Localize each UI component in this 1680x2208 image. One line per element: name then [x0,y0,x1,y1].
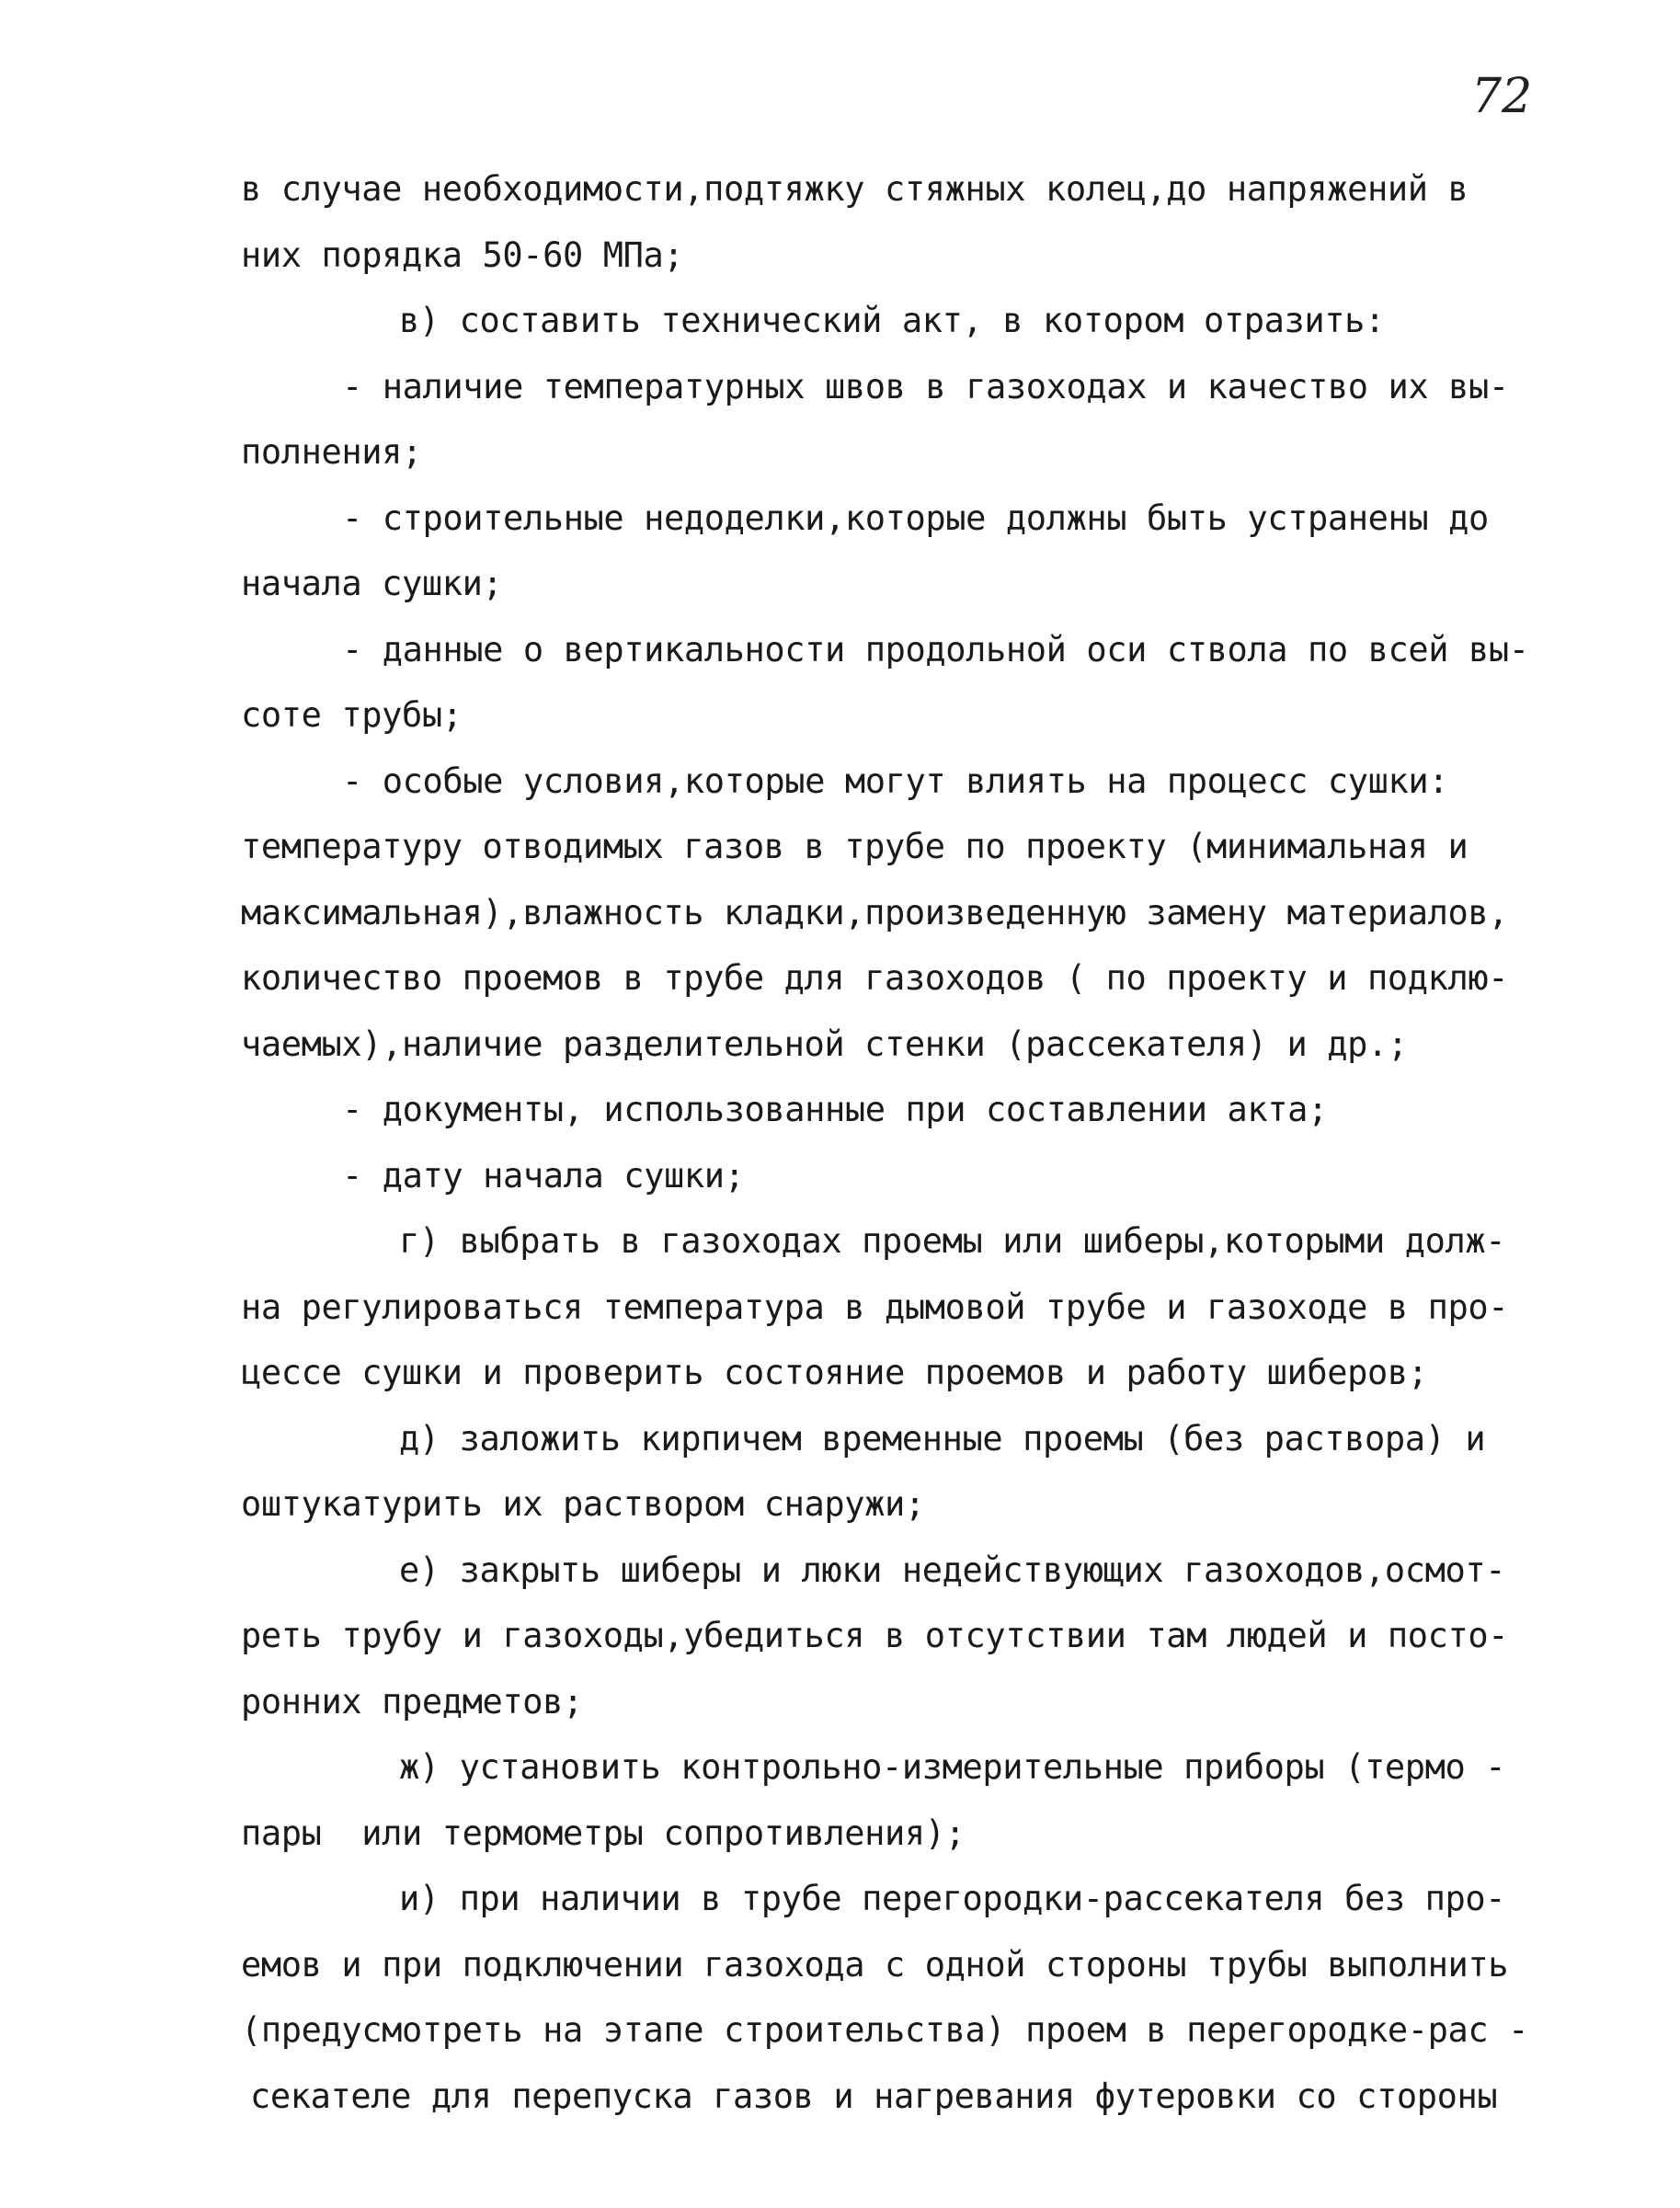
text-line: максимальная),влажность кладки,произведенную замену материалов, [241,892,1509,932]
text-line: г) выбрать в газоходах проемы или шиберы,которыми долж- [399,1221,1506,1261]
text-line: секателе для перепуска газов и нагревания футеровки со стороны [250,2076,1498,2116]
text-line: реть трубу и газоходы,убедиться в отсутствии там людей и посто- [241,1616,1509,1655]
text-line: температуру отводимых газов в трубе по проекту (минимальная и [241,827,1469,866]
text-line: и) при наличии в трубе перегородки-рассекателя без про- [399,1879,1506,1918]
text-line: д) заложить кирпичем временные проемы (без раствора) и [399,1418,1486,1459]
text-line: ронних предметов; [241,1681,583,1722]
text-line: полнения; [241,432,422,472]
body-text [241,156,1528,2129]
text-line: е) закрыть шиберы и люки недействующих газоходов,осмот- [399,1550,1506,1590]
text-line: начала сушки; [241,564,503,603]
page-number: 72 [1471,69,1533,124]
list-item: - строительные недоделки,которые должны быть устранены до [342,498,1489,538]
text-line: оштукатурить их раствором снаружи; [241,1484,925,1524]
list-item: - особые условия,которые могут влиять на процесс сушки: [342,761,1449,801]
text-line: количество проемов в трубе для газоходов ( по проекту и подклю- [241,958,1509,998]
text-line: в) составить технический акт, в котором отразить: [399,301,1385,340]
list-item: - дату начала сушки; [342,1155,745,1196]
text-line: ж) установить контрольно-измерительные приборы (термо - [399,1747,1506,1787]
text-line: пары или термометры сопротивления); [241,1813,966,1853]
text-line: в случае необходимости,подтяжку стяжных колец,до напряжений в [241,169,1469,209]
text-line: на регулироваться температура в дымовой трубе и газоходе в про- [241,1287,1509,1327]
text-line: чаемых),наличие разделительной стенки (рассекателя) и др.; [241,1024,1408,1064]
text-line: них порядка 50-60 МПа; [241,235,684,275]
list-item: - документы, использованные при составлении акта; [342,1090,1328,1129]
text-line: (предусмотреть на этапе строительства) проем в перегородке-рас - [241,2010,1529,2050]
text-line: соте трубы; [241,695,463,735]
text-line: емов и при подключении газохода с одной стороны трубы выполнить [241,1944,1509,1985]
list-item: - данные о вертикальности продольной оси ствола по всей вы- [342,629,1529,669]
text-line: цессе сушки и проверить состояние проемов и работу шиберов; [241,1353,1428,1392]
list-item: - наличие температурных швов в газоходах и качество их вы- [342,366,1509,406]
